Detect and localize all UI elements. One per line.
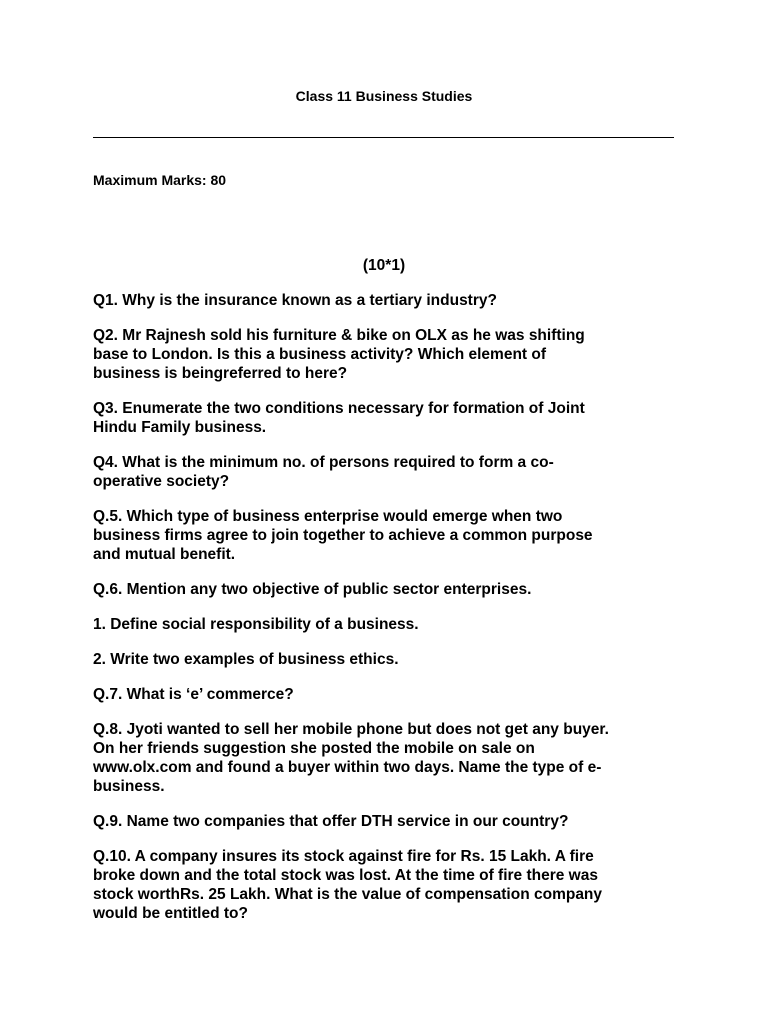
question-item: Q.6. Mention any two objective of public sector enterprises. [93, 581, 532, 598]
title-divider [93, 137, 674, 138]
section-marks: (10*1) [362, 257, 406, 274]
question-item: Q1. Why is the insurance known as a tertiary industry? [93, 292, 497, 309]
question-item: Q.9. Name two companies that offer DTH service in our country? [93, 813, 569, 830]
question-item: Q.10. A company insures its stock against fire for Rs. 15 Lakh. A fire broke down and the total stock was lost. At the time of fire there was stock worthRs. 25 Lakh. What is the value of compensation company would be entitled to? [93, 848, 603, 922]
question-item: Q.8. Jyoti wanted to sell her mobile phone but does not get any buyer. On her friends suggestion she posted the mobile on sale on www.olx.com and found a buyer within two days. Name the type of e- business. [93, 721, 609, 795]
question-item: Q4. What is the minimum no. of persons required to form a co- operative society? [93, 454, 554, 490]
question-item: Q.5. Which type of business enterprise would emerge when two business firms agree to join together to achieve a common purpose and mutual benefit. [93, 508, 593, 563]
question-item: Q3. Enumerate the two conditions necessary for formation of Joint Hindu Family business. [93, 400, 585, 436]
question-item: Q2. Mr Rajnesh sold his furniture & bike on OLX as he was shifting base to London. Is this a business activity? Which element of business is beingreferred to here? [93, 327, 585, 382]
maximum-marks: Maximum Marks: 80 [93, 172, 227, 188]
question-item: 2. Write two examples of business ethics. [93, 651, 399, 668]
question-item: Q.7. What is ‘e’ commerce? [93, 686, 294, 703]
question-list [93, 291, 683, 939]
document-title: Class 11 Business Studies [295, 88, 473, 104]
question-item: 1. Define social responsibility of a business. [93, 616, 419, 633]
